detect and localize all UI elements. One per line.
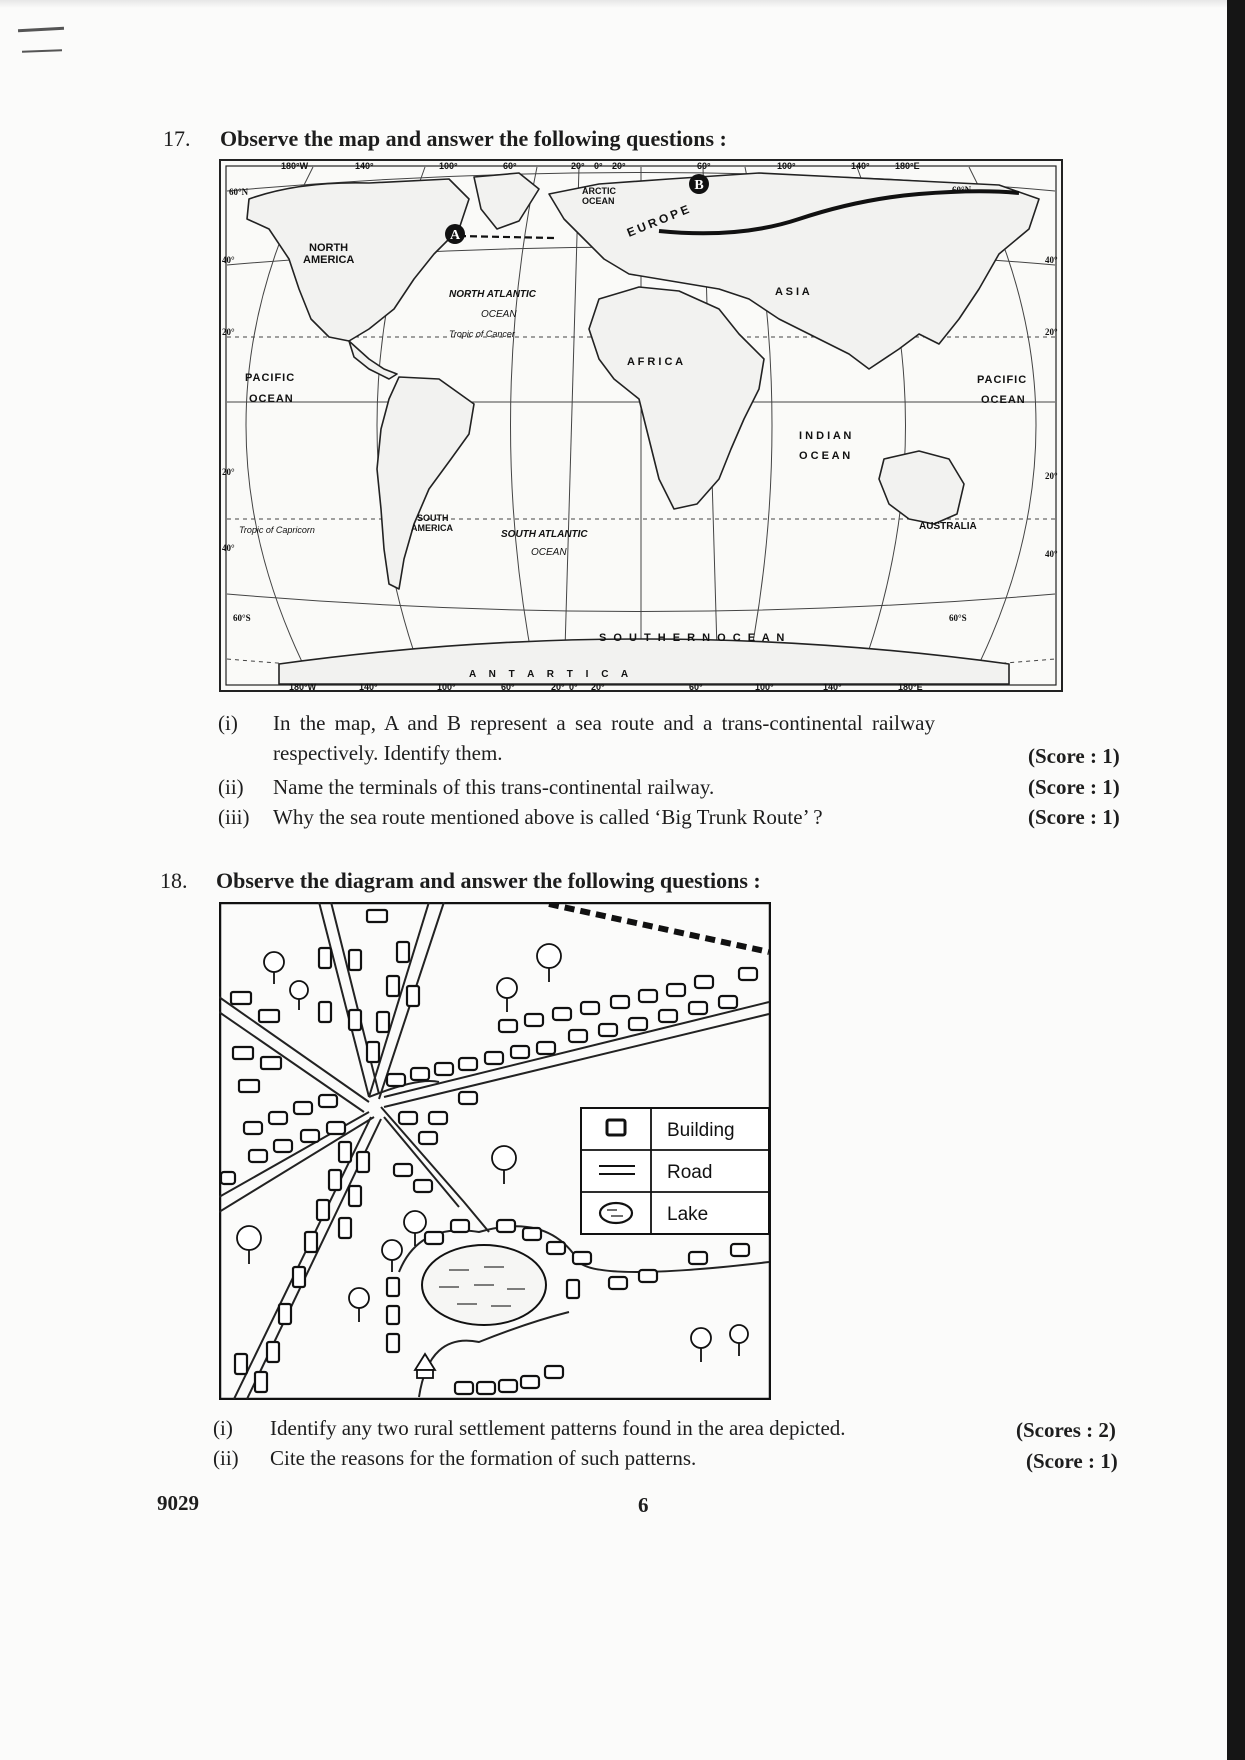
part-number: (iii) bbox=[218, 805, 250, 829]
lat-label: 20° bbox=[1045, 471, 1058, 481]
paper-code: 9029 bbox=[157, 1491, 199, 1515]
lon-label: 140° bbox=[823, 682, 842, 692]
lon-label: 180°W bbox=[289, 682, 317, 692]
lon-label: 20° bbox=[571, 161, 585, 171]
lat-label: 20° bbox=[222, 467, 235, 477]
label-south-america: AMERICA bbox=[411, 523, 453, 533]
label-pacific: PACIFIC bbox=[977, 374, 1028, 386]
marker-a: A bbox=[449, 228, 461, 243]
label-pacific: OCEAN bbox=[249, 393, 294, 405]
question-heading: Observe the diagram and answer the following questions : bbox=[216, 868, 761, 893]
lon-label: 0° bbox=[594, 161, 603, 171]
lat-label: 40° bbox=[222, 543, 235, 553]
scan-border-top bbox=[0, 0, 1245, 8]
lake-icon bbox=[600, 1203, 632, 1223]
lat-label: 40° bbox=[1045, 255, 1058, 265]
part-text: In the map, A and B represent a sea route and a trans-continental railway bbox=[273, 711, 935, 735]
lat-label: 40° bbox=[222, 255, 235, 265]
part-text: Why the sea route mentioned above is called ‘Big Trunk Route’ ? bbox=[273, 805, 823, 829]
world-map bbox=[219, 159, 1063, 692]
legend-lake-label: Lake bbox=[667, 1204, 709, 1225]
question-heading: Observe the map and answer the following questions : bbox=[220, 126, 727, 151]
score: (Score : 1) bbox=[1028, 775, 1120, 799]
label-north-america: AMERICA bbox=[303, 254, 355, 266]
label-pacific: PACIFIC bbox=[245, 372, 296, 384]
label-south-atlantic: OCEAN bbox=[531, 547, 567, 558]
label-tropic-cancer: Tropic of Cancer bbox=[449, 329, 515, 339]
label-indian: I N D I A N bbox=[799, 430, 852, 442]
lon-label: 140° bbox=[355, 161, 374, 171]
scan-border-right bbox=[1227, 0, 1245, 1760]
lon-label: 60° bbox=[697, 161, 711, 171]
lat-label: 20° bbox=[1045, 327, 1058, 337]
scan-mark bbox=[18, 27, 64, 32]
lon-label: 100° bbox=[755, 682, 774, 692]
label-arctic: OCEAN bbox=[582, 196, 615, 206]
lon-label: 0° bbox=[569, 682, 578, 692]
lat-label: 40° bbox=[1045, 549, 1058, 559]
lon-label: 60° bbox=[689, 682, 703, 692]
score: (Score : 1) bbox=[1028, 805, 1120, 829]
label-south-atlantic: SOUTH ATLANTIC bbox=[501, 529, 588, 540]
part-number: (i) bbox=[213, 1416, 233, 1440]
lon-label: 100° bbox=[439, 161, 458, 171]
lon-label: 20° bbox=[612, 161, 626, 171]
lat-label: 60°N bbox=[229, 187, 249, 197]
lat-label: 60°N bbox=[952, 185, 972, 195]
part-text: respectively. Identify them. bbox=[273, 741, 503, 765]
part-text: Identify any two rural settlement patterns found in the area depicted. bbox=[270, 1416, 846, 1440]
lon-label: 20° bbox=[551, 682, 565, 692]
settlement-diagram bbox=[219, 902, 771, 1400]
lon-label: 180°W bbox=[281, 161, 309, 171]
scan-mark bbox=[22, 49, 62, 52]
label-antarctica: A N T A R T I C A bbox=[469, 669, 634, 680]
score: (Scores : 2) bbox=[1016, 1418, 1116, 1442]
lat-label: 60°S bbox=[233, 613, 251, 623]
part-text: Name the terminals of this trans-continental railway. bbox=[273, 775, 715, 799]
lon-label: 100° bbox=[777, 161, 796, 171]
lon-label: 20° bbox=[591, 682, 605, 692]
legend-building-label: Building bbox=[667, 1120, 735, 1141]
lat-label: 20° bbox=[222, 327, 235, 337]
question-number: 18. bbox=[160, 868, 188, 893]
label-arctic: ARCTIC bbox=[582, 186, 616, 196]
lat-label: 60°S bbox=[949, 613, 967, 623]
part-number: (ii) bbox=[213, 1446, 239, 1470]
label-tropic-capricorn: Tropic of Capricorn bbox=[239, 525, 315, 535]
lon-label: 180°E bbox=[895, 161, 920, 171]
score: (Score : 1) bbox=[1028, 744, 1120, 768]
label-north-atlantic: OCEAN bbox=[481, 309, 517, 320]
lon-label: 60° bbox=[501, 682, 515, 692]
label-south-america: SOUTH bbox=[417, 513, 449, 523]
question-number: 17. bbox=[163, 126, 191, 151]
label-southern: S O U T H E R N O C E A N bbox=[599, 632, 787, 644]
label-asia: A S I A bbox=[775, 286, 810, 298]
label-north-atlantic: NORTH ATLANTIC bbox=[449, 289, 537, 300]
part-number: (ii) bbox=[218, 775, 244, 799]
building-icon bbox=[607, 1120, 625, 1135]
label-australia: AUSTRALIA bbox=[919, 521, 977, 532]
page-number: 6 bbox=[638, 1493, 649, 1517]
legend bbox=[581, 1108, 769, 1234]
lon-label: 100° bbox=[437, 682, 456, 692]
score: (Score : 1) bbox=[1026, 1449, 1118, 1473]
part-number: (i) bbox=[218, 711, 238, 735]
lon-label: 60° bbox=[503, 161, 517, 171]
marker-b: B bbox=[694, 178, 704, 193]
label-africa: A F R I C A bbox=[627, 356, 684, 368]
label-europe: EUROPE bbox=[624, 201, 694, 240]
label-indian: O C E A N bbox=[799, 450, 851, 462]
lon-label: 180°E bbox=[898, 682, 923, 692]
label-pacific: OCEAN bbox=[981, 394, 1026, 406]
lon-label: 140° bbox=[359, 682, 378, 692]
label-north-america: NORTH bbox=[309, 242, 349, 254]
part-text: Cite the reasons for the formation of such patterns. bbox=[270, 1446, 697, 1470]
legend-road-label: Road bbox=[667, 1162, 713, 1183]
lon-label: 140° bbox=[851, 161, 870, 171]
